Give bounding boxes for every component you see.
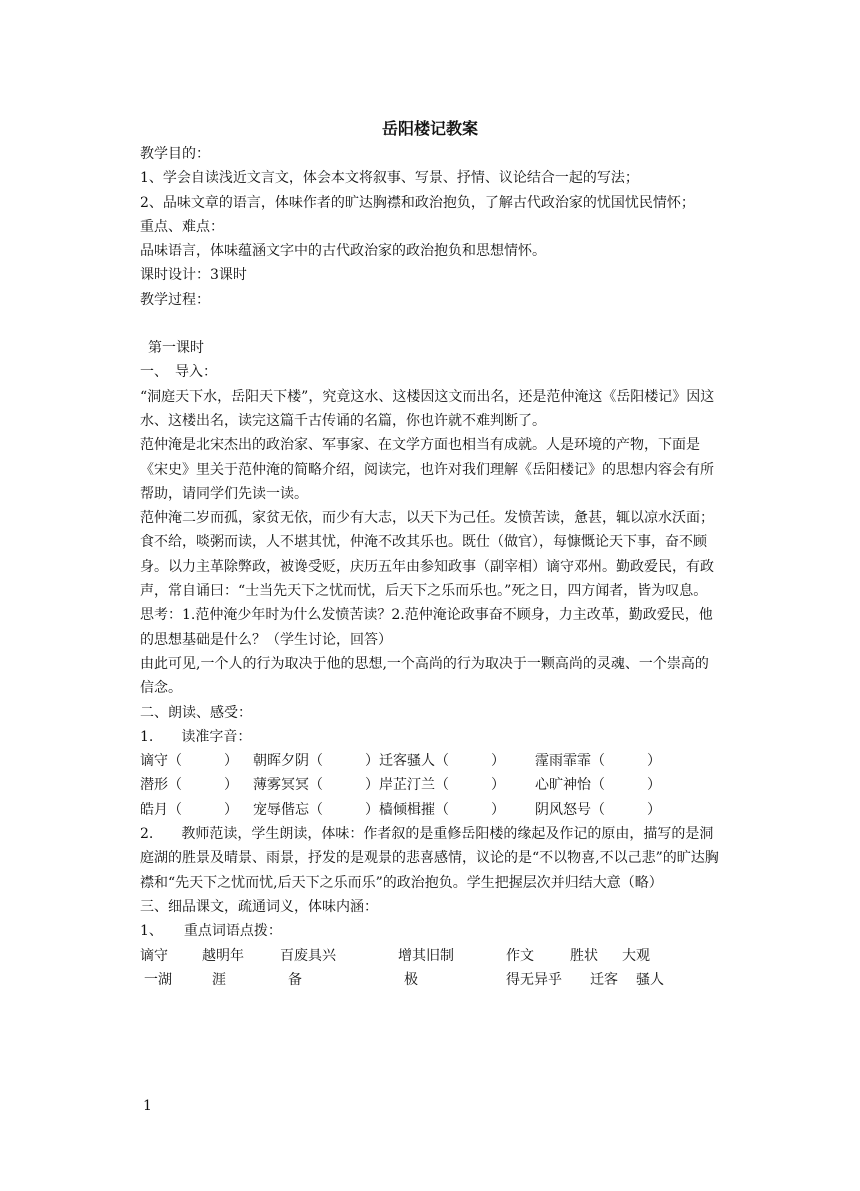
vocab-item: 越明年 <box>202 947 244 964</box>
vocab-item: 胜状 <box>570 947 598 964</box>
lesson-title: 第一课时 <box>148 340 204 357</box>
vocab-item: 大观 <box>622 947 650 964</box>
pronunciation-item: 皓月（ ） <box>140 801 238 818</box>
item-2-paragraph: 2. 教师范读，学生朗读，体味：作者叙的是重修岳阳楼的缘起及作记的原由，描写的是洞庭湖的胜景及晴景、雨景，抒发的是观景的悲喜感情，议论的是“不以物喜,不以己悲”的旷达胸襟和“先天下之忧而忧,后天下之乐而乐”的政治抱负。学生把握层次并归结大意（略） <box>140 826 719 891</box>
vocab-item: 一湖 <box>144 971 172 988</box>
vocab-item: 涯 <box>212 971 226 988</box>
conclusion-paragraph: 由此可见,一个人的行为取决于他的思想,一个高尚的行为取决于一颗高尚的灵魂、一个崇高的信念。 <box>140 655 709 697</box>
pronunciation-row <box>140 749 720 773</box>
vocab-item: 迁客 <box>590 971 618 988</box>
objective-1: 1、学会自读浅近文言文，体会本文将叙事、写景、抒情、议论结合一起的写法； <box>140 170 639 187</box>
vocab-row <box>140 968 720 992</box>
pronunciation-item: 阴风怒号（ ） <box>535 801 661 818</box>
vocab-item: 极 <box>404 971 418 988</box>
vocab-item: 谪守 <box>140 947 168 964</box>
pronunciation-item: 霪雨霏霏（ ） <box>535 753 661 770</box>
objectives-heading: 教学目的： <box>140 146 210 162</box>
objective-2: 2、品味文章的语言，体味作者的旷达胸襟和政治抱负，了解古代政治家的忧国忧民情怀； <box>140 194 695 211</box>
item-1-heading: 1. 读准字音： <box>140 728 252 745</box>
pronunciation-item: 樯倾楫摧（ ） <box>379 801 505 818</box>
vocab-item: 增其旧制 <box>398 947 454 964</box>
item-3-heading: 1、 重点词语点拨： <box>140 923 282 940</box>
pronunciation-item: 朝晖夕阴（ ） <box>253 753 379 770</box>
pronunciation-item: 薄雾冥冥（ ） <box>253 777 379 794</box>
key-points-text: 品味语言，体味蕴涵文字中的古代政治家的政治抱负和思想情怀。 <box>140 243 546 260</box>
thinking-questions: 思考：1.范仲淹少年时为什么发愤苦读？2.范仲淹论政事奋不顾身，力主改革，勤政爱民，他的思想基础是什么？（学生讨论，回答） <box>140 607 713 648</box>
pronunciation-item: 迁客骚人（ ） <box>379 753 505 770</box>
vocab-item: 百废具兴 <box>280 947 336 964</box>
document-body <box>140 142 720 992</box>
biography-paragraph: 范仲淹二岁而孤，家贫无依，而少有大志，以天下为己任。发愤苦读，惫甚，辄以凉水沃面；食不给，啖粥而读，人不堪其忧，仲淹不改其乐也。既仕（做官），每慷慨论天下事，奋不顾身。以力主革除弊政，被谗受贬，庆历五年由参知政事（副宰相）谪守邓州。勤政爱民，有政声，常自诵曰：“士当先天下之忧而忧，后天下之乐而乐也。”死之日，四方闻者，皆为叹息。 <box>140 510 714 600</box>
pronunciation-item: 潜形（ ） <box>140 777 238 794</box>
key-points-heading: 重点、难点： <box>140 218 224 235</box>
intro-paragraph-2: 范仲淹是北宋杰出的政治家、军事家、在文学方面也相当有成就。人是环境的产物，下面是《宋史》里关于范仲淹的简略介绍，阅读完，也许对我们理解《岳阳楼记》的思想内容会有所帮助，请同学们先读一读。 <box>140 437 714 502</box>
page-number: 1 <box>143 1098 152 1114</box>
section-1-heading: 一、 导入： <box>140 364 217 381</box>
vocab-item: 作文 <box>506 947 534 964</box>
vocab-item: 得无异乎 <box>506 971 562 988</box>
pronunciation-item: 心旷神怡（ ） <box>535 777 661 794</box>
document-title: 岳阳楼记教案 <box>381 119 478 138</box>
vocab-item: 备 <box>288 971 302 988</box>
pronunciation-row <box>140 798 720 822</box>
pronunciation-item: 宠辱偕忘（ ） <box>253 801 379 818</box>
pronunciation-item: 岸芷汀兰（ ） <box>379 777 505 794</box>
pronunciation-row <box>140 773 720 797</box>
intro-paragraph-1: “洞庭天下水，岳阳天下楼”，究竟这水、这楼因这文而出名，还是范仲淹这《岳阳楼记》因这水、这楼出名，读完这篇千古传诵的名篇，你也许就不难判断了。 <box>140 388 715 429</box>
section-3-heading: 三、细品课文，疏通词义，体味内涵： <box>140 898 378 915</box>
process-heading: 教学过程： <box>140 291 210 308</box>
vocab-item: 骚人 <box>636 971 664 988</box>
pronunciation-item: 谪守（ ） <box>140 753 238 770</box>
class-hours: 课时设计：3课时 <box>140 267 247 284</box>
vocab-row <box>140 944 720 968</box>
section-2-heading: 二、朗读、感受： <box>140 704 252 721</box>
